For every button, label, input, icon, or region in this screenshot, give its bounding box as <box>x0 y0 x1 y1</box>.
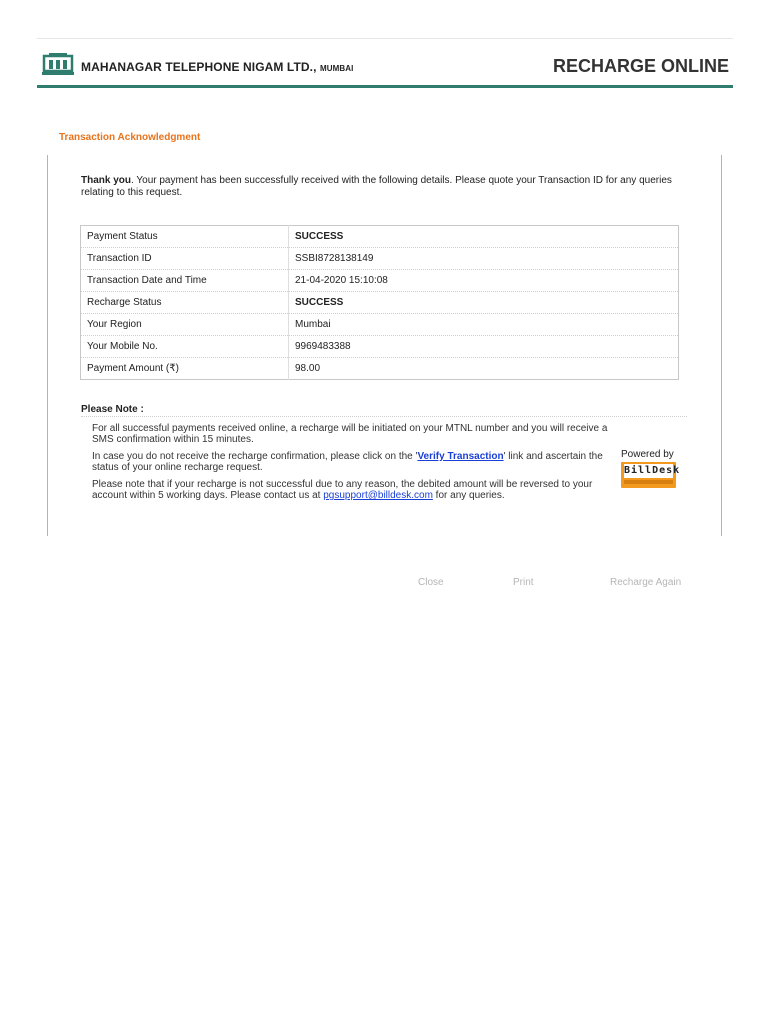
details-label: Your Region <box>81 314 289 336</box>
please-note-title: Please Note : <box>81 404 144 415</box>
details-row <box>81 314 679 336</box>
note-item-sms: For all successful payments received online, a recharge will be initiated on your MTNL number and you will receive a SMS confirmation within 15 minutes. <box>92 423 608 445</box>
details-row <box>81 336 679 358</box>
note-refund-post: for any queries. <box>432 490 505 501</box>
details-value: 98.00 <box>295 363 321 374</box>
details-row <box>81 248 679 270</box>
details-label: Recharge Status <box>81 292 289 314</box>
page-title: RECHARGE ONLINE <box>552 56 729 76</box>
brand-title: MAHANAGAR TELEPHONE NIGAM LTD., <box>81 60 317 74</box>
note-refund-pre: Please note that if your recharge is not successful due to any reason, the debited amount will be reversed to your account within 5 working days. Please contact us at <box>92 479 593 501</box>
print-button[interactable]: Print <box>513 577 534 588</box>
powered-by-label: Powered by <box>621 449 674 460</box>
billdesk-logo-icon <box>621 462 681 488</box>
intro-message <box>81 175 681 199</box>
details-label: Payment Status <box>81 226 289 248</box>
details-row <box>81 226 679 248</box>
details-label: Your Mobile No. <box>81 336 289 358</box>
intro-text: . Your payment has been successfully received with the following details. Please quote your Transaction ID for any queries relating to this request. <box>81 175 672 198</box>
details-value: SUCCESS <box>289 292 679 314</box>
details-label: Transaction Date and Time <box>81 270 289 292</box>
details-row <box>81 358 679 380</box>
mtnl-logo-icon <box>41 52 75 76</box>
note-verify-pre: In case you do not receive the recharge confirmation, please click on the ' <box>92 451 418 462</box>
billdesk-logo-text: BillDesk <box>624 465 681 476</box>
top-divider <box>37 38 733 39</box>
details-value: 9969483388 <box>289 336 679 358</box>
details-value: SSBI8728138149 <box>289 248 679 270</box>
details-row <box>81 270 679 292</box>
transaction-details-table <box>80 225 679 380</box>
billdesk-logo-tagline <box>624 480 673 484</box>
content-frame-left <box>47 155 48 536</box>
details-value: Mumbai <box>289 314 679 336</box>
brand-city: MUMBAI <box>319 64 354 73</box>
note-item-verify <box>92 451 612 473</box>
recharge-again-button[interactable]: Recharge Again <box>610 577 682 588</box>
note-verify-post: ' link and ascertain the status of your online recharge request. <box>92 451 603 473</box>
content-frame-right <box>721 155 722 536</box>
transaction-acknowledgment-title: Transaction Acknowledgment <box>59 132 201 143</box>
note-list <box>92 423 612 507</box>
close-button[interactable]: Close <box>418 577 444 588</box>
verify-transaction-link[interactable]: Verify Transaction <box>417 451 504 462</box>
intro-thank-you: Thank you <box>81 175 132 186</box>
details-value: 21-04-2020 15:10:08 <box>289 270 679 292</box>
details-label: Payment Amount (₹) <box>81 358 289 380</box>
brand-name <box>81 60 353 74</box>
page-header <box>37 50 733 84</box>
details-value: SUCCESS <box>289 226 679 248</box>
powered-by <box>621 449 681 488</box>
details-row <box>81 292 679 314</box>
note-divider <box>81 416 687 417</box>
header-accent-bar <box>37 85 733 88</box>
note-item-refund <box>92 479 612 501</box>
details-label: Transaction ID <box>81 248 289 270</box>
support-email-link[interactable]: pgsupport@billdesk.com <box>323 490 433 501</box>
